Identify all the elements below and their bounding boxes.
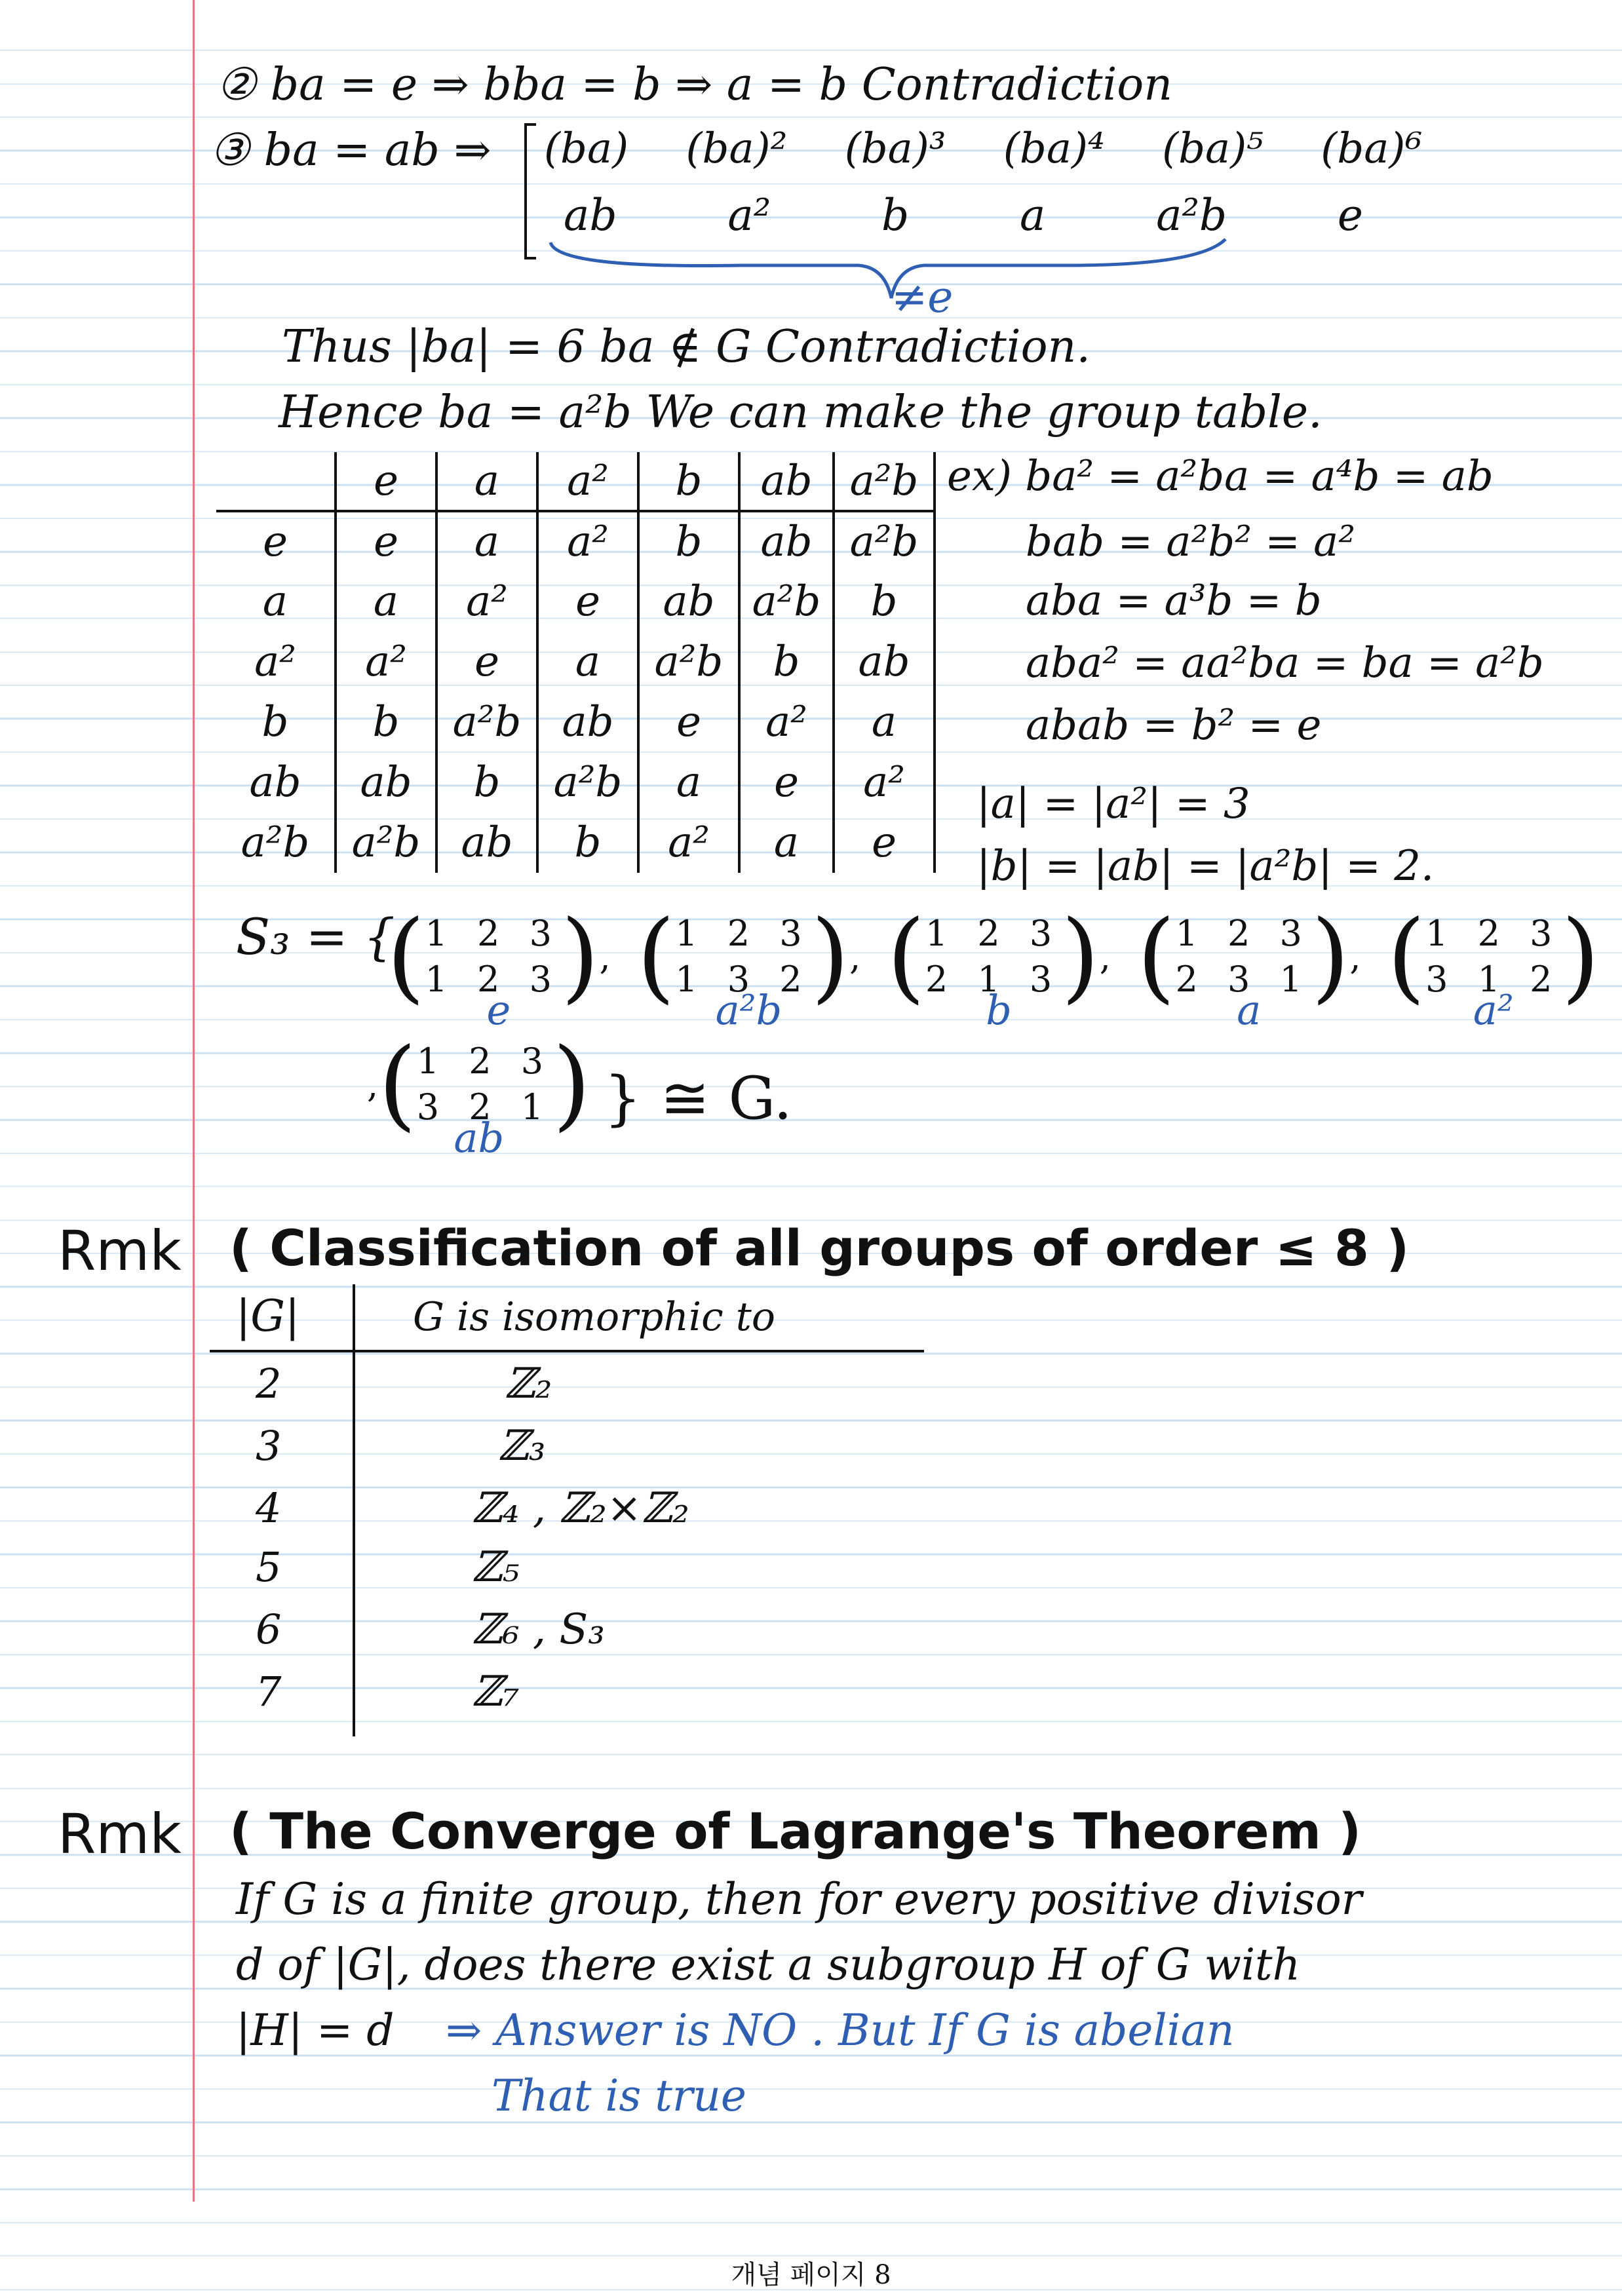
- row-label: a²: [216, 632, 336, 692]
- table-cell: a²b: [436, 692, 537, 752]
- table-cell: a: [537, 632, 638, 692]
- table-header-row: [216, 452, 935, 511]
- not-equal-e-note: ≠e: [891, 272, 954, 322]
- perm-bottom: 3 2 1: [416, 1086, 553, 1128]
- permutation: ( 1 2 3 1 3 2 ) , a²b: [636, 900, 861, 1034]
- perm-top: 1 2 3: [416, 1041, 553, 1082]
- side-note: abab = b² = e: [1026, 701, 1322, 750]
- table-cell: a²b: [834, 511, 935, 571]
- perm-bottom: 2 1 3: [925, 959, 1062, 1000]
- row-label: ab: [216, 752, 336, 813]
- table-cell: b: [336, 692, 436, 752]
- table-cell: a: [336, 571, 436, 632]
- table-cell: a: [436, 511, 537, 571]
- col-iso-header: G is isomorphic to: [413, 1294, 776, 1340]
- power-value-5: a²b: [1156, 190, 1227, 240]
- side-note: aba² = aa²ba = ba = a²b: [1026, 639, 1544, 687]
- line-ba-equals-ab: ③ ba = ab ⇒: [210, 124, 492, 176]
- classification-hline: [210, 1350, 924, 1352]
- power-value-2: a²: [727, 190, 771, 240]
- side-note: ex) ba² = a²ba = a⁴b = ab: [947, 452, 1494, 501]
- table-cell: ab: [537, 692, 638, 752]
- table-cell: b: [638, 511, 739, 571]
- side-note: aba = a³b = b: [1026, 577, 1322, 625]
- permutation: ( 1 2 3 1 2 3 ) , e: [387, 900, 611, 1034]
- classification-table: [210, 1284, 924, 1736]
- table-cell: a²: [834, 752, 935, 813]
- order-value: 5: [256, 1543, 282, 1591]
- table-cell: ab: [436, 813, 537, 873]
- power-value-1: ab: [564, 190, 617, 240]
- s3-close-isomorphic: } ≅ G.: [604, 1064, 792, 1133]
- rmk2-title: ( The Converge of Lagrange's Theorem ): [229, 1802, 1361, 1860]
- table-cell: b: [537, 813, 638, 873]
- group-table: [216, 452, 936, 873]
- table-row: [216, 571, 935, 632]
- s3-perm-row: [387, 900, 1600, 1034]
- row-label: b: [216, 692, 336, 752]
- table-cell: a: [834, 692, 935, 752]
- table-cell: a: [739, 813, 834, 873]
- order-value: 2: [256, 1360, 282, 1407]
- table-cell: ab: [739, 511, 834, 571]
- power-value-3: b: [881, 190, 910, 240]
- order-value: 6: [256, 1605, 282, 1653]
- s3-last-perm: [367, 1027, 792, 1162]
- rmk2-line-3-black: |H| = d: [236, 2005, 395, 2056]
- table-col-header: b: [638, 452, 739, 511]
- perm-top: 1 2 3: [1425, 913, 1562, 954]
- table-cell: a²b: [537, 752, 638, 813]
- perm-tag: a: [1237, 986, 1262, 1034]
- perm-tag: ab: [454, 1114, 505, 1162]
- table-col-header: a²: [537, 452, 638, 511]
- powers-bottom-row: [564, 190, 1363, 240]
- table-cell: e: [336, 511, 436, 571]
- line-ba-equals-e: ② ba = e ⇒ bba = b ⇒ a = b Contradiction: [216, 59, 1173, 111]
- table-row: [216, 813, 935, 873]
- table-cell: e: [638, 692, 739, 752]
- perm-bottom: 2 3 1: [1175, 959, 1311, 1000]
- perm-top: 1 2 3: [675, 913, 811, 954]
- iso-groups: ℤ₆ , S₃: [472, 1605, 605, 1654]
- table-cell: ab: [336, 752, 436, 813]
- table-row: [216, 511, 935, 571]
- table-cell: a²: [336, 632, 436, 692]
- table-col-header: a²b: [834, 452, 935, 511]
- rmk2-line-1: If G is a finite group, then for every positive divisor: [236, 1874, 1362, 1924]
- powers-bracket: [524, 123, 536, 259]
- power-6: (ba)⁶: [1321, 124, 1422, 173]
- table-col-header: ab: [739, 452, 834, 511]
- table-cell: e: [739, 752, 834, 813]
- side-note: |a| = |a²| = 3: [976, 780, 1250, 828]
- table-cell: a²b: [739, 571, 834, 632]
- col-order-header: |G|: [236, 1291, 300, 1341]
- hence-line: Hence ba = a²b We can make the group table.: [279, 387, 1323, 438]
- power-2: (ba)²: [685, 124, 788, 173]
- power-value-4: a: [1019, 190, 1046, 240]
- table-cell: a: [638, 752, 739, 813]
- permutation: ( 1 2 3 3 1 2 ) a²: [1387, 900, 1600, 1034]
- power-1: (ba): [544, 124, 629, 173]
- row-label: e: [216, 511, 336, 571]
- perm-top: 1 2 3: [1175, 913, 1311, 954]
- rmk-label-1: Rmk: [58, 1219, 182, 1283]
- table-cell: ab: [638, 571, 739, 632]
- table-row: [216, 752, 935, 813]
- thus-line: Thus |ba| = 6 ba ∉ G Contradiction.: [282, 321, 1091, 373]
- rmk2-line-2: d of |G|, does there exist a subgroup H of G with: [236, 1940, 1301, 1990]
- table-cell: b: [739, 632, 834, 692]
- permutation: , ( 1 2 3 3 2 1 ) ab: [367, 1027, 591, 1162]
- perm-bottom: 1 2 3: [425, 959, 561, 1000]
- iso-groups: ℤ₂: [505, 1360, 552, 1408]
- iso-groups: ℤ₇: [472, 1668, 520, 1716]
- side-note: |b| = |ab| = |a²b| = 2.: [976, 842, 1435, 890]
- perm-bottom: 3 1 2: [1425, 959, 1562, 1000]
- power-3: (ba)³: [844, 124, 946, 173]
- table-cell: a²b: [336, 813, 436, 873]
- permutation: ( 1 2 3 2 1 3 ) , b: [887, 900, 1111, 1034]
- table-cell: a²: [537, 511, 638, 571]
- iso-groups: ℤ₅: [472, 1543, 520, 1592]
- perm-tag: a²: [1473, 986, 1514, 1034]
- order-value: 4: [256, 1484, 282, 1532]
- table-row: [216, 692, 935, 752]
- side-note: bab = a²b² = a²: [1026, 518, 1355, 566]
- perm-top: 1 2 3: [425, 913, 561, 954]
- rmk-label-2: Rmk: [58, 1802, 182, 1866]
- rmk2-answer: ⇒ Answer is NO . But If G is abelian: [446, 2005, 1235, 2056]
- iso-groups: ℤ₄ , ℤ₂×ℤ₂: [472, 1484, 689, 1533]
- table-row: [216, 632, 935, 692]
- perm-tag: e: [486, 986, 511, 1034]
- power-value-6: e: [1337, 190, 1363, 240]
- power-5: (ba)⁵: [1162, 124, 1264, 173]
- perm-bottom: 1 3 2: [675, 959, 811, 1000]
- table-cell: a²: [739, 692, 834, 752]
- rmk2-answer-2: That is true: [492, 2071, 746, 2121]
- table-cell: a²: [436, 571, 537, 632]
- perm-tag: b: [986, 986, 1012, 1034]
- notebook-margin-line: [193, 0, 195, 2202]
- permutation: ( 1 2 3 2 3 1 ) , a: [1136, 900, 1361, 1034]
- iso-groups: ℤ₃: [498, 1422, 546, 1470]
- order-value: 7: [256, 1668, 282, 1715]
- row-label: a: [216, 571, 336, 632]
- table-cell: b: [436, 752, 537, 813]
- table-col-header: e: [336, 452, 436, 511]
- table-cell: e: [834, 813, 935, 873]
- power-4: (ba)⁴: [1003, 124, 1105, 173]
- table-cell: a²: [638, 813, 739, 873]
- table-cell: a²b: [638, 632, 739, 692]
- table-corner: [216, 452, 336, 511]
- table-cell: e: [436, 632, 537, 692]
- s3-label: S₃ = {: [236, 908, 395, 966]
- table-cell: e: [537, 571, 638, 632]
- table-col-header: a: [436, 452, 537, 511]
- order-value: 3: [256, 1422, 282, 1470]
- page-footer: 개념 페이지 8: [731, 2260, 891, 2290]
- row-label: a²b: [216, 813, 336, 873]
- table-cell: ab: [834, 632, 935, 692]
- rmk1-title: ( Classification of all groups of order ≤ 8 ): [229, 1219, 1410, 1277]
- powers-top-row: [544, 124, 1422, 173]
- perm-tag: a²b: [715, 986, 782, 1034]
- table-cell: b: [834, 571, 935, 632]
- perm-top: 1 2 3: [925, 913, 1062, 954]
